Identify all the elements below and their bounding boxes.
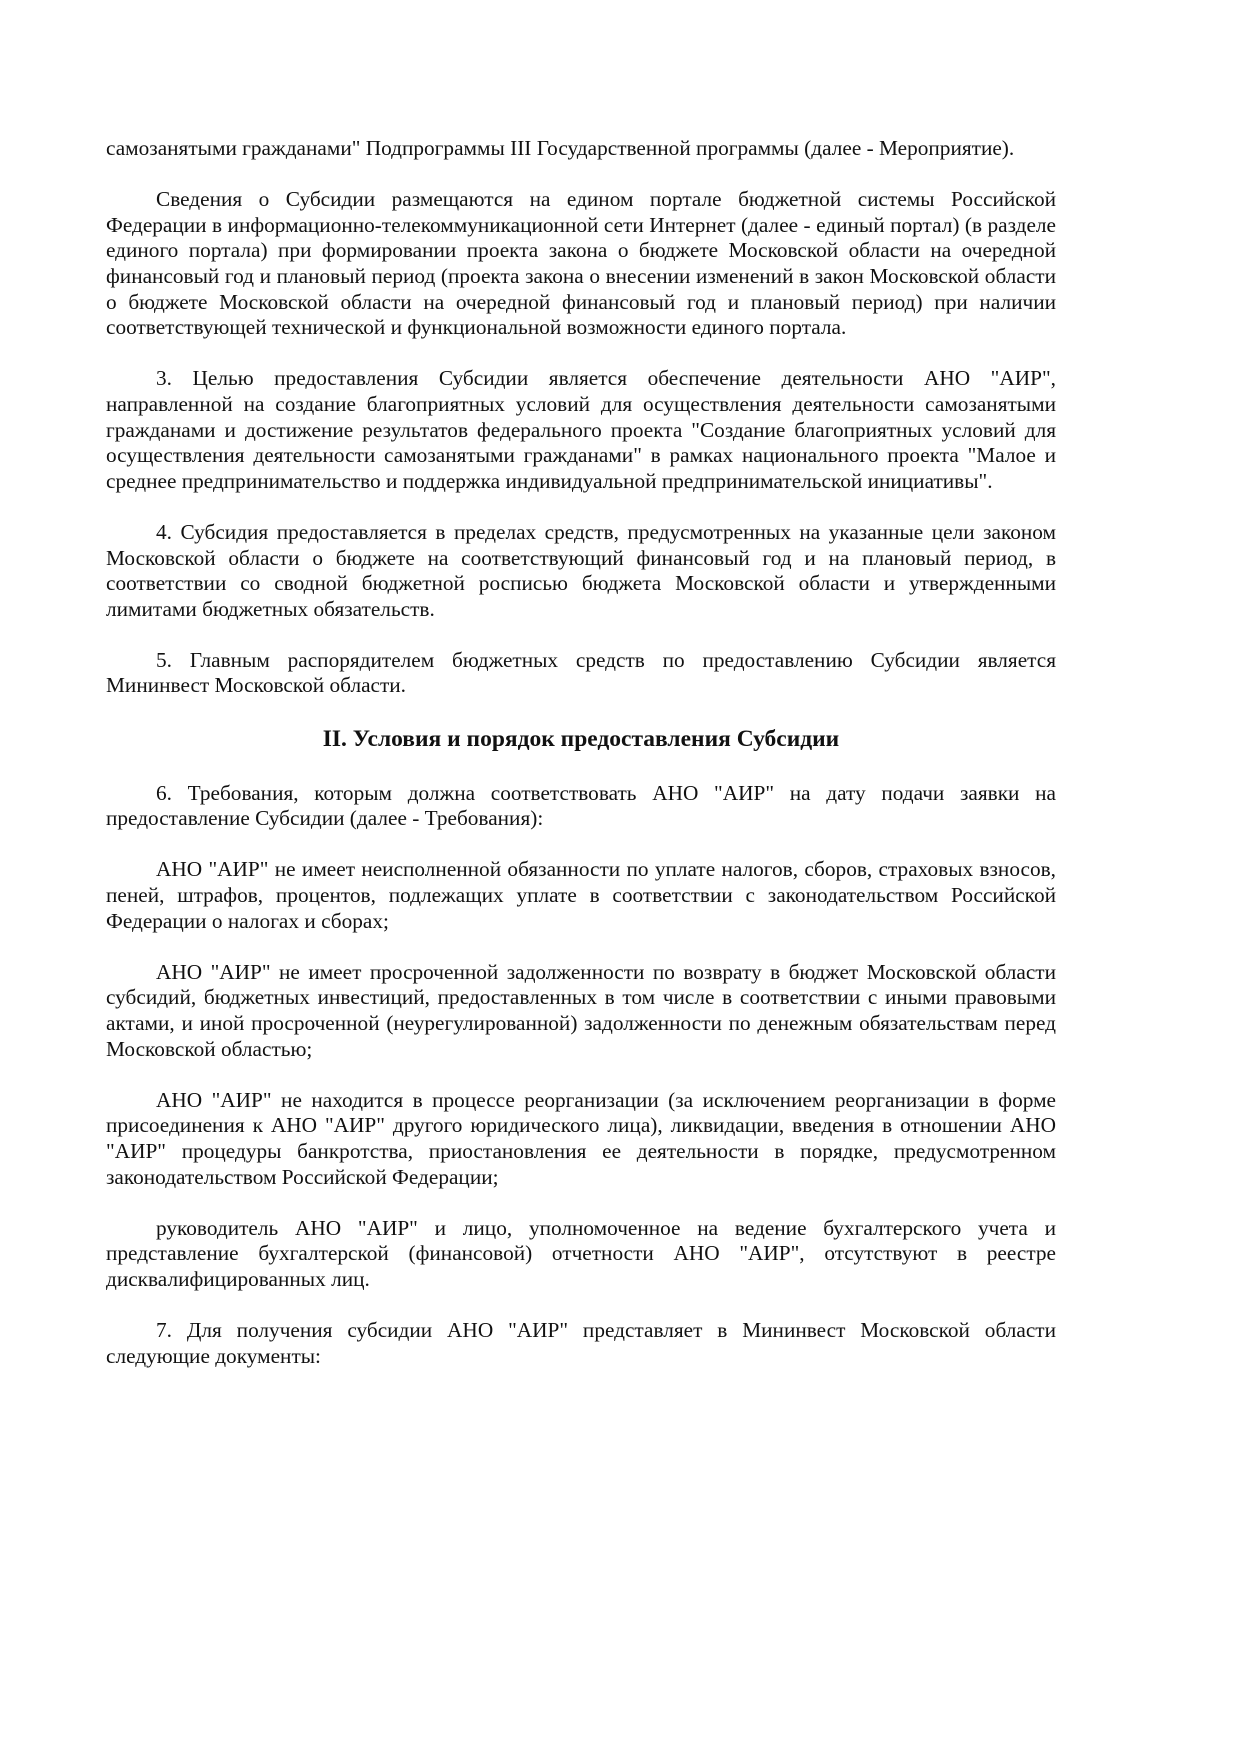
paragraph-6-requirements: 6. Требования, которым должна соответствовать АНО "АИР" на дату подачи заявки на предоставление Субсидии (далее - Требования): [106,780,1056,831]
document-page [106,136,1056,1395]
paragraph-requirement-taxes: АНО "АИР" не имеет неисполненной обязанности по уплате налогов, сборов, страховых взносов, пеней, штрафов, процентов, подлежащих уплате в соответствии с законодательством Российской Федерации о налогах и сборах; [106,857,1056,933]
paragraph-7-documents: 7. Для получения субсидии АНО "АИР" представляет в Мининвест Московской области следующие документы: [106,1318,1056,1368]
section-heading: II. Условия и порядок предоставления Субсидии [322,725,840,752]
paragraph-subsidy-info: Сведения о Субсидии размещаются на едином портале бюджетной системы Российской Федерации в информационно-телекоммуникационной сети Интернет (далее - единый портал) (в разделе единого портала) при формировании проекта закона о бюджете Московской области на очередной финансовый год и плановый период (проекта закона о внесении изменений в закон Московской области о бюджете Московской области на очередной финансовый год и плановый период) при наличии соответствующей технической и функциональной возможности единого портала. [106,187,1056,340]
paragraph-requirement-disqualified: руководитель АНО "АИР" и лицо, уполномоченное на ведение бухгалтерского учета и представление бухгалтерской (финансовой) отчетности АНО "АИР", отсутствуют в реестре дисквалифицированных лиц. [106,1215,1056,1291]
paragraph-requirement-reorganization: АНО "АИР" не находится в процессе реорганизации (за исключением реорганизации в форме присоединения к АНО "АИР" другого юридического лица), ликвидации, введения в отношении АНО "АИР" процедуры банкротства, приостановления ее деятельности в порядке, предусмотренном законодательством Российской Федерации; [106,1087,1056,1189]
paragraph-continuation: самозанятыми гражданами" Подпрограммы III Государственной программы (далее - Мероприятие). [106,136,1015,160]
paragraph-5-main-administrator: 5. Главным распорядителем бюджетных средств по предоставлению Субсидии является Мининвест Московской области. [106,647,1056,698]
paragraph-3-purpose: 3. Целью предоставления Субсидии является обеспечение деятельности АНО "АИР", направленной на создание благоприятных условий для осуществления деятельности самозанятыми гражданами и достижение результатов федерального проекта "Создание благоприятных условий для осуществления деятельности самозанятыми гражданами" в рамках национального проекта "Малое и среднее предпринимательство и поддержка индивидуальной предпринимательской инициативы". [106,366,1056,493]
paragraph-4-budget-limits: 4. Субсидия предоставляется в пределах средств, предусмотренных на указанные цели законом Московской области о бюджете на соответствующий финансовый год и на плановый период, в соответствии со сводной бюджетной росписью бюджета Московской области и утвержденными лимитами бюджетных обязательств. [106,519,1056,621]
paragraph-requirement-debts: АНО "АИР" не имеет просроченной задолженности по возврату в бюджет Московской области субсидий, бюджетных инвестиций, предоставленных в том числе в соответствии с иными правовыми актами, и иной просроченной (неурегулированной) задолженности по денежным обязательствам перед Московской областью; [106,959,1056,1061]
